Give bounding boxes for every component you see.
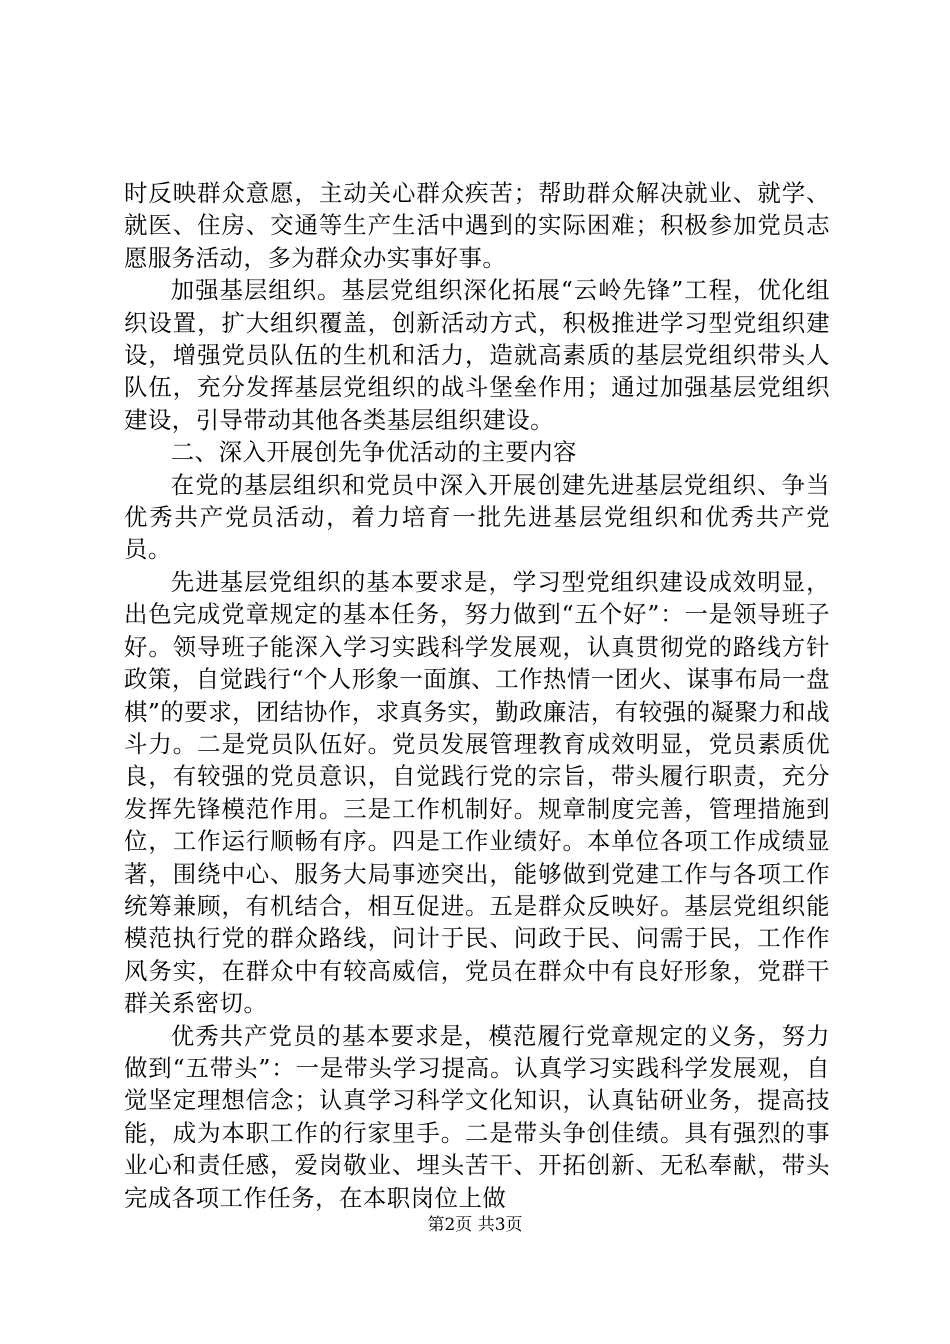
paragraph-intro: 在党的基层组织和党员中深入开展创建先进基层党组织、争当优秀共产党员活动，着力培育一批先进基层党组织和优秀共产党员。 [124, 470, 830, 564]
paragraph-excellent-member: 优秀共产党员的基本要求是，模范履行党章规定的义务，努力做到“五带头”：一是带头学习提高。认真学习实践科学发展观，自觉坚定理想信念；认真学习科学文化知识，认真钻研业务，提高技能，成为本职工作的行家里手。二是带头争创佳绩。具有强烈的事业心和责任感，爱岗敬业、埋头苦干、开拓创新、无私奉献，带头完成各项工作任务，在本职岗位上做 [124, 1021, 830, 1212]
section-heading: 二、深入开展创先争优活动的主要内容 [170, 438, 577, 467]
document-body [124, 177, 830, 1214]
paragraph-advanced-organization: 先进基层党组织的基本要求是，学习型党组织建设成效明显，出色完成党章规定的基本任务，努力做到“五个好”：一是领导班子好。领导班子能深入学习实践科学发展观，认真贯彻党的路线方针政策，自觉践行“个人形象一面旗、工作热情一团火、谋事布局一盘棋”的要求，团结协作，求真务实，勤政廉洁，有较强的凝聚力和战斗力。二是党员队伍好。党员发展管理教育成效明显，党员素质优良，有较强的党员意识，自觉践行党的宗旨，带头履行职责，充分发挥先锋模范作用。三是工作机制好。规章制度完善，管理措施到位，工作运行顺畅有序。四是工作业绩好。本单位各项工作成绩显著，围绕中心、服务大局事迹突出，能够做到党建工作与各项工作统筹兼顾，有机结合，相互促进。五是群众反映好。基层党组织能模范执行党的群众路线，问计于民、问政于民、问需于民，工作作风务实，在群众中有较高威信，党员在群众中有良好形象，党群干群关系密切。 [124, 567, 830, 1018]
page-number-footer: 第2页 共3页 [427, 1215, 523, 1235]
paragraph-strengthen-grassroots: 加强基层组织。基层党组织深化拓展“云岭先锋”工程，优化组织设置，扩大组织覆盖，创新活动方式，积极推进学习型党组织建设，增强党员队伍的生机和活力，造就高素质的基层党组织带头人队伍，充分发挥基层党组织的战斗堡垒作用；通过加强基层党组织建设，引导带动其他各类基层组织建设。 [124, 276, 830, 434]
paragraph-continuation: 时反映群众意愿，主动关心群众疾苦；帮助群众解决就业、就学、就医、住房、交通等生产生活中遇到的实际困难；积极参加党员志愿服务活动，多为群众办实事好事。 [124, 179, 830, 272]
